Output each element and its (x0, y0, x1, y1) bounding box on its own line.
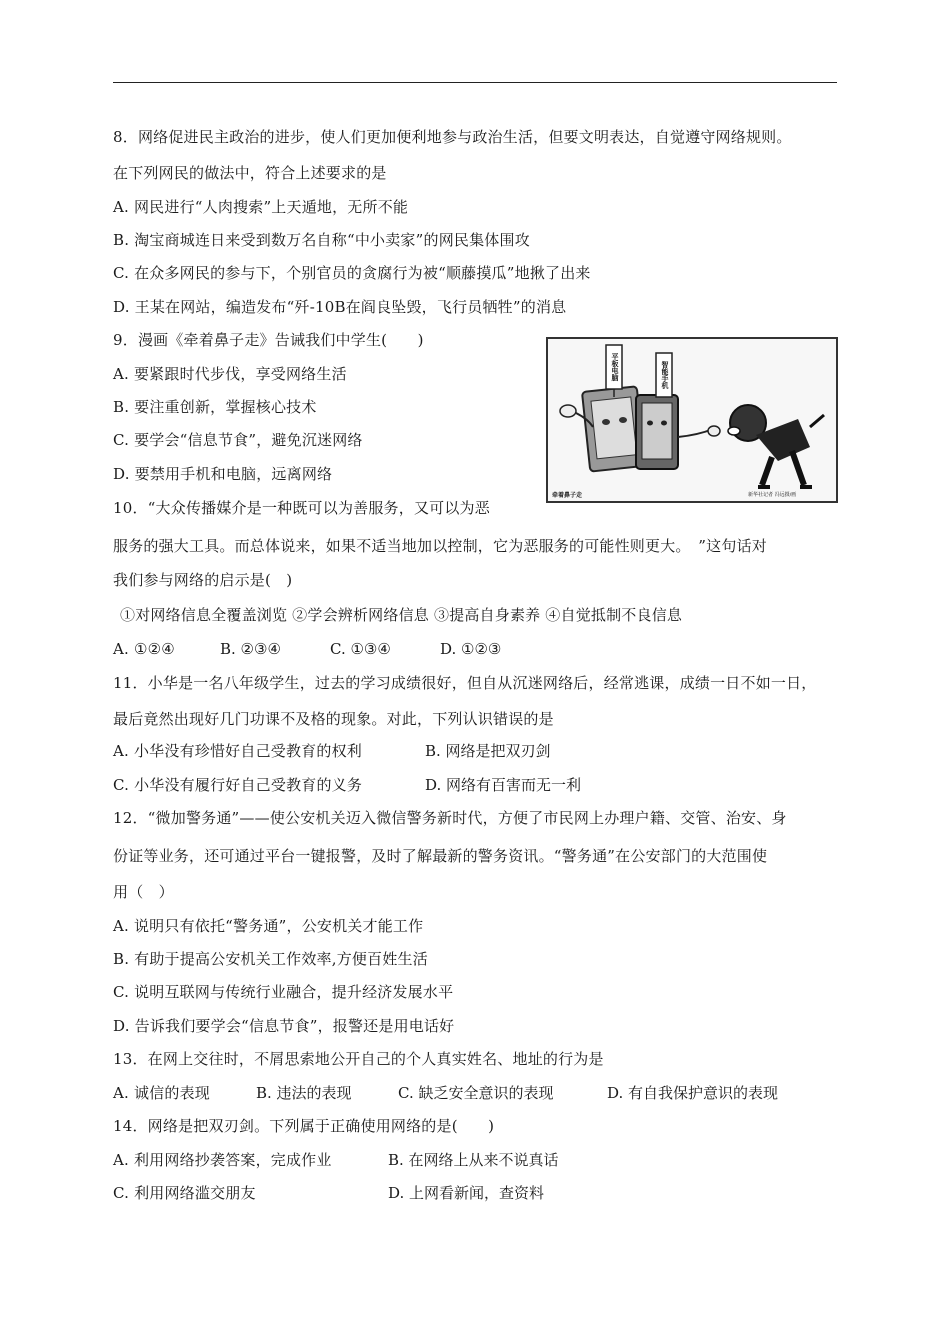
q10-stem-line1: 10．“大众传播媒介是一种既可以为善服务，又可以为恶 (113, 499, 490, 517)
q14-option-b: B. 在网络上从来不说真话 (388, 1151, 559, 1169)
q8-stem-line2: 在下列网民的做法中，符合上述要求的是 (113, 164, 387, 182)
cartoon-image (546, 337, 838, 503)
cartoon-caption-title: 牵着鼻子走 (552, 492, 583, 499)
q13-option-d: D. 有自我保护意识的表现 (607, 1084, 779, 1102)
q12-stem-line2: 份证等业务，还可通过平台一键报警，及时了解最新的警务资讯。“警务通”在公安部门的大范围使 (113, 847, 768, 865)
q12-stem-line1: 12．“微加警务通”——使公安机关迈入微信警务新时代，方便了市民网上办理户籍、交管、治安、身 (113, 809, 787, 827)
q10-option-b: B. ②③④ (220, 640, 281, 658)
header-rule (113, 82, 837, 83)
q9-option-d: D. 要禁用手机和电脑，远离网络 (113, 465, 333, 483)
q10-option-d: D. ①②③ (440, 640, 502, 658)
q14-stem: 14．网络是把双刃剑。下列属于正确使用网络的是( ) (113, 1117, 495, 1135)
cartoon-caption-credit: 新华社记者 冯远摄/画 (748, 492, 797, 498)
cartoon-label-phone: 智能手机 (661, 361, 670, 389)
q13-option-c: C. 缺乏安全意识的表现 (398, 1084, 554, 1102)
q11-option-d: D. 网络有百害而无一利 (425, 776, 582, 794)
q8-option-c: C. 在众多网民的参与下，个别官员的贪腐行为被“顺藤摸瓜”地揪了出来 (113, 264, 591, 282)
q10-option-c: C. ①③④ (330, 640, 391, 658)
q14-option-c: C. 利用网络滥交朋友 (113, 1184, 256, 1202)
q9-option-b: B. 要注重创新，掌握核心技术 (113, 398, 317, 416)
q8-stem-line1: 8．网络促进民主政治的进步，使人们更加便利地参与政治生活，但要文明表达，自觉遵守网络规则。 (113, 128, 792, 146)
q12-option-d: D. 告诉我们要学会“信息节食”，报警还是用电话好 (113, 1017, 455, 1035)
q11-stem-line2: 最后竟然出现好几门功课不及格的现象。对此，下列认识错误的是 (113, 710, 554, 728)
q9-stem: 9．漫画《牵着鼻子走》告诫我们中学生( ) (113, 331, 424, 349)
q9-option-a: A. 要紧跟时代步伐，享受网络生活 (113, 365, 347, 383)
q10-stem-line3: 我们参与网络的启示是( ) (113, 571, 293, 589)
q14-option-d: D. 上网看新闻，查资料 (388, 1184, 545, 1202)
q8-option-b: B. 淘宝商城连日来受到数万名自称“中小卖家”的网民集体围攻 (113, 231, 530, 249)
q13-option-b: B. 违法的表现 (256, 1084, 352, 1102)
q12-option-c: C. 说明互联网与传统行业融合，提升经济发展水平 (113, 983, 454, 1001)
q10-option-a: A. ①②④ (113, 640, 175, 658)
q13-stem: 13．在网上交往时，不屑思索地公开自己的个人真实姓名、地址的行为是 (113, 1050, 604, 1068)
q11-stem-line1: 11．小华是一名八年级学生，过去的学习成绩很好，但自从沉迷网络后，经常逃课，成绩一日不如一日， (113, 674, 817, 692)
q10-stem-line2: 服务的强大工具。而总体说来，如果不适当地加以控制，它为恶服务的可能性则更大。 ”这句话对 (113, 537, 767, 555)
q9-option-c: C. 要学会“信息节食”，避免沉迷网络 (113, 431, 363, 449)
q10-items: ①对网络信息全覆盖浏览 ②学会辨析网络信息 ③提高自身素养 ④自觉抵制不良信息 (120, 606, 683, 624)
q14-option-a: A. 利用网络抄袭答案，完成作业 (113, 1151, 332, 1169)
q11-option-b: B. 网络是把双刃剑 (425, 742, 551, 760)
q13-option-a: A. 诚信的表现 (113, 1084, 210, 1102)
cartoon-label-tablet: 平板电脑 (611, 353, 620, 381)
q12-option-b: B. 有助于提高公安机关工作效率,方便百姓生活 (113, 950, 428, 968)
q8-option-a: A. 网民进行“人肉搜索”上天遁地，无所不能 (113, 198, 409, 216)
q11-option-c: C. 小华没有履行好自己受教育的义务 (113, 776, 363, 794)
q12-option-a: A. 说明只有依托“警务通”，公安机关才能工作 (113, 917, 424, 935)
q12-stem-line3: 用（ ） (113, 883, 174, 901)
cartoon-drawing (548, 339, 836, 501)
q8-option-d: D. 王某在网站，编造发布“歼-10B在阎良坠毁，飞行员牺牲”的消息 (113, 298, 567, 316)
q11-option-a: A. 小华没有珍惜好自己受教育的权利 (113, 742, 362, 760)
